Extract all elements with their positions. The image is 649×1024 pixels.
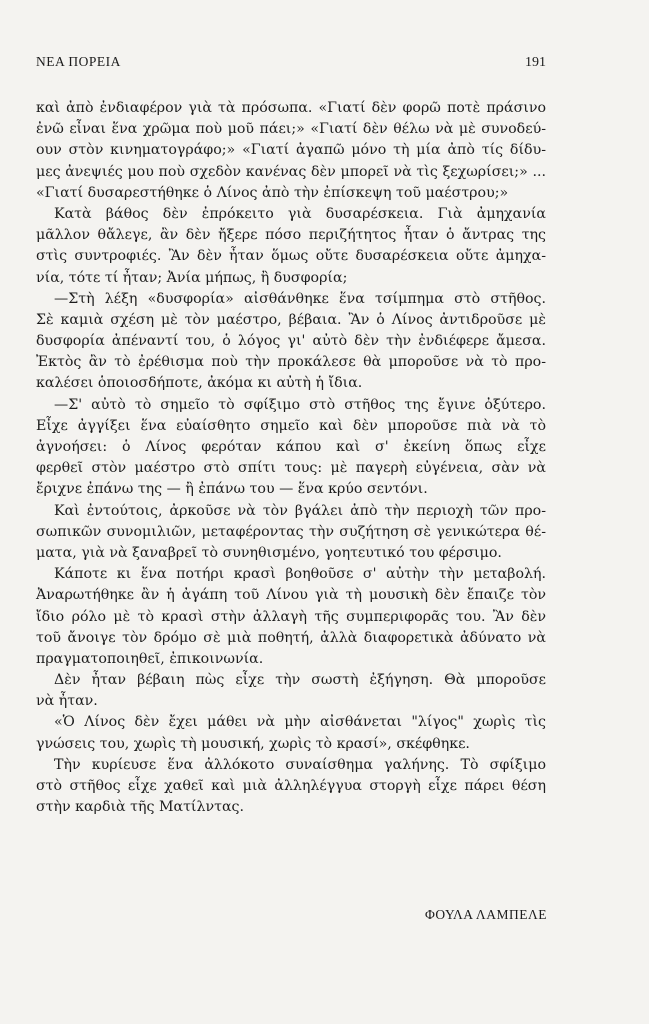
text-line: Ἐκτὸς ἂν τὸ ἐρέθισμα ποὺ τὴν προκάλεσε θὰ μποροῦσε νὰ τὸ προ- (36, 354, 546, 371)
text-line: καὶ ἀπὸ ἐνδιαφέρον γιὰ τὰ πρόσωπα. «Γιατί δὲν φορῶ ποτὲ πράσινο (36, 100, 546, 116)
text-line: καλέσει ὁποιοσδήποτε, ἀκόμα κι αὐτὴ ἡ ἴδια. (36, 375, 363, 392)
text-line: νία, τότε τί ἦταν; Ἀνία μήπως, ἢ δυσφορία; (36, 269, 348, 286)
text-line: Καὶ ἐντούτοις, ἀρκοῦσε νὰ τὸν βγάλει ἀπὸ τὴν περιοχὴ τῶν προ- (54, 502, 546, 519)
text-line: μᾶλλον θἄλεγε, ἂν δὲν ἤξερε πόσο περιζήτητος ἦταν ὁ ἄντρας της (36, 227, 546, 244)
text-line: στὶς συντροφιές. Ἂν δὲν ἦταν ὅμως οὔτε δυσαρέσκεια οὔτε ἀμηχα- (36, 248, 546, 265)
text-line: νὰ ἦταν. (36, 693, 98, 710)
text-line: Εἶχε ἀγγίξει ἕνα εὐαίσθητο σημεῖο καὶ δὲν μποροῦσε πιὰ νὰ τὸ (36, 417, 546, 434)
text-line: ἴδιο ρόλο μὲ τὸ κρασὶ στὴν ἀλλαγὴ τῆς συμπεριφορᾶς του. Ἂν δὲν (36, 608, 546, 625)
text-line: τοῦ ἄνοιγε τὸν δρόμο σὲ μιὰ ποθητή, ἀλλὰ διαφορετικὰ ἀδύνατο νὰ (36, 629, 546, 646)
text-line: στὴν καρδιὰ τῆς Ματίλντας. (36, 799, 244, 816)
text-line: —Σ' αὐτὸ τὸ σημεῖο τὸ σφίξιμο στὸ στῆθος της ἔγινε ὀξύτερο. (54, 396, 546, 413)
body-text (36, 98, 546, 818)
text-line: στὸ στῆθος εἶχε χαθεῖ καὶ μιὰ ἀλληλέγγυα στοργὴ εἶχε πάρει θέση (36, 778, 546, 794)
text-line: ἔριχνε ἐπάνω της — ἢ ἐπάνω του — ἕνα κρύο σεντόνι. (36, 481, 428, 498)
text-line: Τὴν κυρίευσε ἕνα ἀλλόκοτο συναίσθημα γαλήνης. Τὸ σφίξιμο (54, 756, 546, 773)
running-title: ΝΕΑ ΠΟΡΕΙΑ (36, 54, 121, 69)
running-head (36, 54, 546, 72)
text-line: Ἀναρωτήθηκε ἂν ἡ ἀγάπη τοῦ Λίνου γιὰ τὴ μουσικὴ δὲν ἔπαιζε τὸν (36, 587, 546, 604)
text-line: ἀγνοήσει: ὁ Λίνος φερόταν κάπου καὶ σ' ἐκείνη ὅπως εἶχε (36, 439, 546, 455)
text-line: ἐνῶ εἶναι ἕνα χρῶμα ποὺ μοῦ πάει;» «Γιατί δὲν θέλω νὰ μὲ συνοδεύ- (36, 121, 546, 138)
text-line: Δὲν ἦταν βέβαιη πὼς εἶχε τὴν σωστὴ ἐξήγηση. Θὰ μποροῦσε (54, 672, 546, 689)
text-line: σωπικῶν συνομιλιῶν, μεταφέροντας τὴν συζήτηση σὲ γενικώτερα θέ- (36, 523, 546, 540)
author-signature: ΦΟΥΛΑ ΛΑΜΠΕΛΕ (425, 907, 547, 922)
text-line: «Γιατί δυσαρεστήθηκε ὁ Λίνος ἀπὸ τὴν ἐπίσκεψη τοῦ μαέστρου;» (36, 184, 509, 201)
text-line: δυσφορία ἀπέναντί του, ὁ λόγος γι' αὐτὸ δὲν τὴν ἐνδιέφερε ἄμεσα. (36, 333, 546, 350)
text-line: ματα, γιὰ νὰ ξαναβρεῖ τὸ συνηθισμένο, γοητευτικό του φέρσιμο. (36, 544, 502, 561)
page-number: 191 (525, 55, 546, 70)
text-line: Σὲ καμιὰ σχέση μὲ τὸν μαέστρο, βέβαια. Ἂν ὁ Λίνος ἀντιδροῦσε μὲ (36, 311, 546, 328)
text-line: «Ὁ Λίνος δὲν ἔχει μάθει νὰ μὴν αἰσθάνεται "λίγος" χωρὶς τὶς (54, 714, 546, 731)
text-line: πραγματοποιηθεῖ, ἐπικοινωνία. (36, 650, 264, 667)
text-line: —Στὴ λέξη «δυσφορία» αἰσθάνθηκε ἕνα τσίμπημα στὸ στῆθος. (54, 290, 546, 307)
text-line: φερθεῖ στὸν μαέστρο στὸ σπίτι τους: μὲ παγερὴ εὐγένεια, σὰν νὰ (36, 460, 546, 477)
text-line: γνώσεις του, χωρὶς τὴ μουσική, χωρὶς τὸ κρασί», σκέφθηκε. (36, 735, 470, 752)
text-line: Κατὰ βάθος δὲν ἐπρόκειτο γιὰ δυσαρέσκεια. Γιὰ ἀμηχανία (54, 205, 546, 222)
text-line: Κάποτε κι ἕνα ποτήρι κρασὶ βοηθοῦσε σ' αὐτὴν τὴν μεταβολή. (54, 566, 546, 583)
text-line: μες ἀνεψιές μου ποὺ σχεδὸν κανένας δὲν μπορεῖ νὰ τὶς ξεχωρίσει;» ... (36, 163, 546, 180)
text-line: ουν στὸν κινηματογράφο;» «Γιατί ἀγαπῶ μόνο τὴ μία ἀπὸ τίς δίδυ- (36, 142, 546, 159)
